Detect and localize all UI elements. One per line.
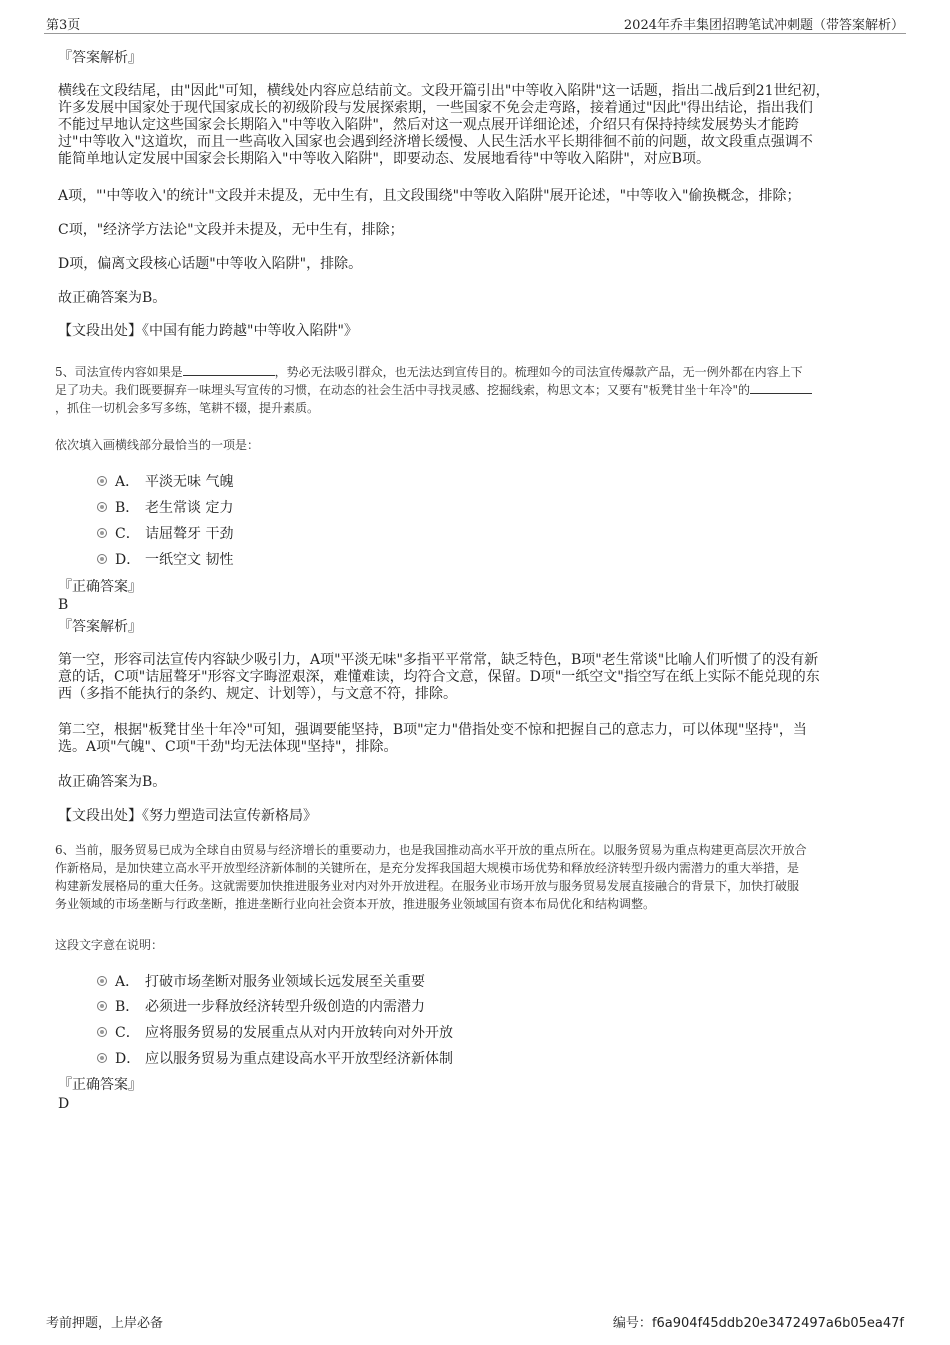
option-a-analysis: A项，"'中等收入'的统计"文段并未提及，无中生有，且文段围绕"中等收入陷阱"展开论述，"中等收入"偷换概念，排除； [58,188,801,204]
answer-value: B [58,597,69,613]
radio-button[interactable] [97,1053,107,1063]
option-letter: C． [115,1025,140,1041]
page-number: 第3页 [46,18,81,33]
question-6-text: 务业领域的市场垄断与行政垄断，推进垄断行业向社会资本开放，推进服务业领域国有资本布局优化和结构调整。 [55,897,656,911]
answer-heading: 『正确答案』 [58,579,142,595]
source-citation: 【文段出处】《努力塑造司法宣传新格局》 [58,808,317,824]
question-6-stem [55,841,900,913]
analysis-line: 过"中等收入"这道坎，而且一些高收入国家也会遇到经济增长缓慢、人民生活水平长期徘徊不前的问题，故文段重点强调不 [58,134,813,150]
option-c-analysis: C项，"经济学方法论"文段并未提及，无中生有，排除； [58,222,404,238]
radio-button[interactable] [97,476,107,486]
radio-button[interactable] [97,1001,107,1011]
footer-slogan: 考前押题，上岸必备 [46,1316,164,1331]
analysis-line: 能简单地认定发展中国家会长期陷入"中等收入陷阱"，即要动态、发展地看待"中等收入陷阱"，对应B项。 [58,151,711,167]
analysis-line: 不能过早地认定这些国家会长期陷入"中等收入陷阱"，然后对这一观点展开详细论述，介绍只有保持持续发展势头才能跨 [58,117,799,133]
fill-blank-2 [750,382,812,394]
answer-value: D [58,1096,70,1112]
option-text: 必须进一步释放经济转型升级创造的内需潜力 [145,999,425,1015]
option-text: 平淡无味 气魄 [145,474,234,490]
question-5-text: ，抓住一切机会多写多练，笔耕不辍，提升素质。 [55,401,320,415]
analysis-line: 第二空，根据"板凳甘坐十年冷"可知，强调要能坚持，B项"定力"借指处变不惊和把握自己的意志力，可以体现"坚持"，当 [58,722,807,738]
question-6-text: 6、当前，服务贸易已成为全球自由贸易与经济增长的重要动力，也是我国推动高水平开放的重点所在。以服务贸易为重点构建更高层次开放合 [55,843,807,857]
option-letter: C． [115,526,140,542]
analysis-line: 意的话，C项"诘屈聱牙"形容文字晦涩艰深，难懂难读，均符合文意，保留。D项"一纸空文"指空写在纸上实际不能兑现的东 [58,669,820,685]
option-text: 一纸空文 韧性 [145,552,234,568]
option-letter: B． [115,999,140,1015]
analysis-heading: 『答案解析』 [58,619,142,635]
code-label: 编号： [612,1316,652,1331]
option-letter: D． [115,1051,141,1067]
question-5-text: 足了功夫。我们既要摒弃一味埋头写宣传的习惯，在动态的社会生活中寻找灵感、挖掘线索，构思文本；又要有"板凳甘坐十年冷"的 [55,383,751,397]
analysis-line: 西（多指不能执行的条约、规定、计划等），与文意不符，排除。 [58,686,457,702]
analysis-paragraph [58,83,898,168]
radio-button[interactable] [97,976,107,986]
question-6-prompt: 这段文字意在说明： [55,938,164,952]
question-6-text: 构建新发展格局的重大任务。这就需要加快推进服务业对内对外开放进程。在服务业市场开放与服务贸易发展直接融合的背景下，加快打破服 [55,879,800,893]
analysis-paragraph [58,722,898,756]
question-5-text: 5、司法宣传内容如果是 [55,365,183,379]
document-code [613,1312,904,1331]
analysis-line: 许多发展中国家处于现代国家成长的初级阶段与发展探索期，一些国家不免会走弯路，接着通过"因此"得出结论，指出我们 [58,100,813,116]
option-text: 应以服务贸易为重点建设高水平开放型经济新体制 [145,1051,453,1067]
fill-blank-1 [183,364,275,376]
option-text: 应将服务贸易的发展重点从对内开放转向对外开放 [145,1025,453,1041]
analysis-paragraph [58,652,898,703]
question-6-text: 作新格局，是加快建立高水平开放型经济新体制的关键所在，是充分发挥我国超大规模市场优势和释放经济转型升级内需潜力的重大举措，是 [55,861,800,875]
answer-heading: 『正确答案』 [58,1077,142,1093]
analysis-line: 第一空，形容司法宣传内容缺少吸引力，A项"平淡无味"多指平平常常，缺乏特色，B项"老生常谈"比喻人们听惯了的没有新 [58,652,819,668]
code-value: f6a904f45ddb20e3472497a6b05ea47f [651,1316,904,1331]
option-text: 打破市场垄断对服务业领域长远发展至关重要 [145,974,425,990]
conclusion: 故正确答案为B。 [58,774,167,790]
option-d-analysis: D项，偏离文段核心话题"中等收入陷阱"，排除。 [58,256,363,272]
analysis-line: 横线在文段结尾，由"因此"可知，横线处内容应总结前文。文段开篇引出"中等收入陷阱"这一话题，指出二战后到21世纪初， [58,83,830,99]
option-letter: B． [115,500,140,516]
question-5-text: ，势必无法吸引群众，也无法达到宣传目的。梳理如今的司法宣传爆款产品，无一例外都在内容上下 [274,365,803,379]
option-text: 老生常谈 定力 [145,500,234,516]
radio-button[interactable] [97,502,107,512]
question-5-stem [55,363,895,417]
radio-button[interactable] [97,1027,107,1037]
source-citation: 【文段出处】《中国有能力跨越"中等收入陷阱"》 [58,323,358,339]
radio-button[interactable] [97,528,107,538]
option-letter: D． [115,552,141,568]
radio-button[interactable] [97,554,107,564]
conclusion: 故正确答案为B。 [58,290,167,306]
question-5-prompt: 依次填入画横线部分最恰当的一项是： [55,438,260,452]
analysis-line: 选。A项"气魄"、C项"干劲"均无法体现"坚持"，排除。 [58,739,398,755]
page-header [44,14,906,34]
option-letter: A． [115,974,140,990]
option-text: 诘屈聱牙 干劲 [145,526,234,542]
document-title: 2024年乔丰集团招聘笔试冲刺题（带答案解析） [623,18,904,33]
option-letter: A． [115,474,140,490]
analysis-heading: 『答案解析』 [58,50,142,66]
